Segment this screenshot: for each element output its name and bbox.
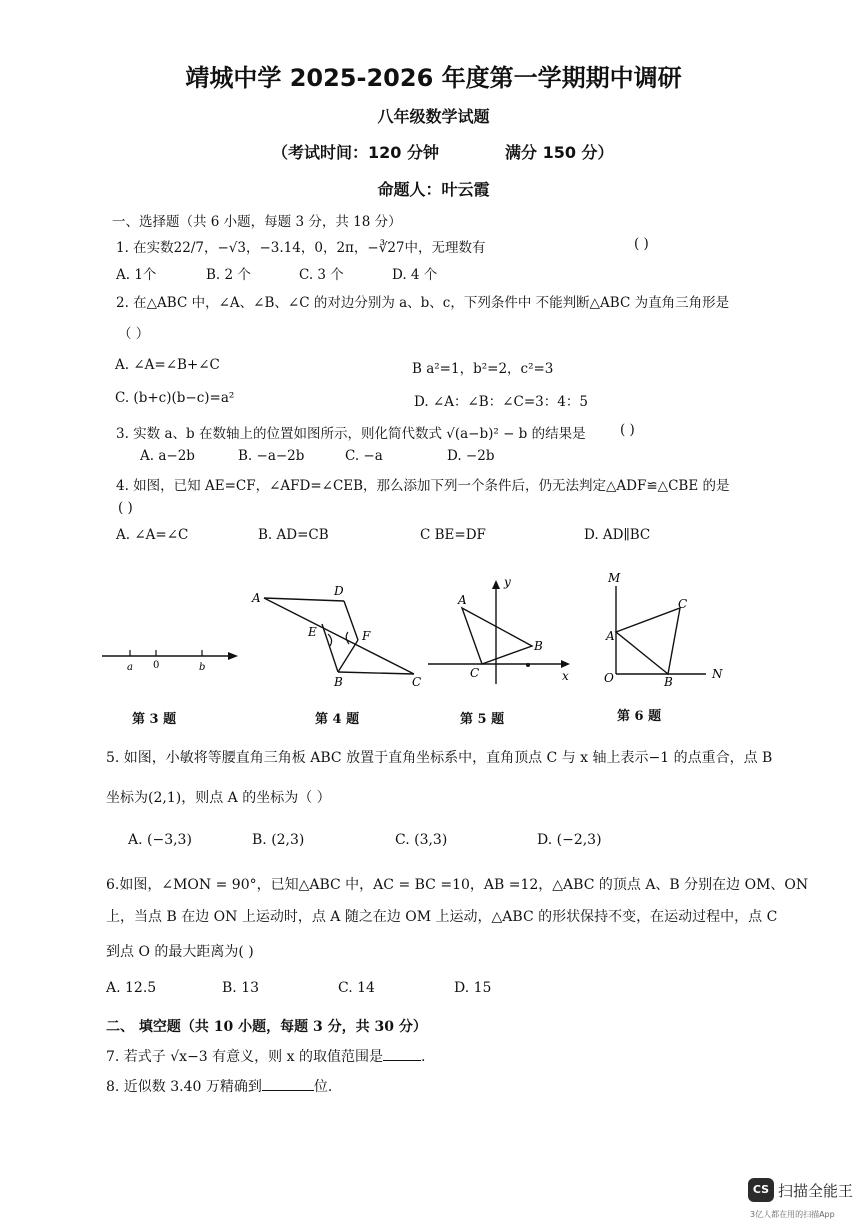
figure-4-geometry <box>248 582 428 690</box>
fig3-label-a: a <box>127 662 133 673</box>
section1-heading: 一、选择题（共 6 小题，每题 3 分，共 18 分） <box>112 214 402 230</box>
q1-text: 1. 在实数22/7，−√3，−3.14，0，2π，−∛27中，无理数有 <box>116 240 486 256</box>
figure-6-geometry <box>598 570 736 690</box>
fig5-label-a: A <box>458 593 467 607</box>
figure-3-number-line <box>98 640 243 680</box>
q5-option-a: A. (−3,3) <box>128 832 192 848</box>
q2-option-b: B a²=1，b²=2，c²=3 <box>412 361 554 377</box>
caption-fig4: 第 4 题 <box>315 712 360 727</box>
q4-paren: ( ) <box>118 500 133 516</box>
fig6-label-a: A <box>606 629 615 643</box>
q1-paren: ( ) <box>634 236 649 252</box>
fig4-label-e: E <box>308 625 317 639</box>
q6-option-a: A. 12.5 <box>106 980 157 996</box>
fig5-label-x: x <box>562 669 569 683</box>
q2-text: 2. 在△ABC 中，∠A、∠B、∠C 的对边分别为 a、b、c，下列条件中 不能判断△ABC 为直角三角形是 <box>116 295 730 311</box>
exam-score: 满分 150 分） <box>505 143 614 162</box>
caption-fig3: 第 3 题 <box>132 712 177 727</box>
q3-option-a: A. a−2b <box>140 448 195 464</box>
q4-option-b: B. AD=CB <box>258 527 329 543</box>
q2-option-a: A. ∠A=∠B+∠C <box>115 357 220 373</box>
q8-text: 8. 近似数 3.40 万精确到 <box>106 1079 262 1095</box>
q6-text-3: 到点 O 的最大距离为( ) <box>106 944 254 960</box>
q6-option-b: B. 13 <box>222 980 260 996</box>
exam-author: 命题人：叶云霞 <box>377 180 490 199</box>
fig6-label-m: M <box>608 571 621 585</box>
q4-option-a: A. ∠A=∠C <box>116 527 189 543</box>
q6-option-c: C. 14 <box>338 980 375 996</box>
fig6-label-b: B <box>664 675 673 689</box>
q8-suffix: 位. <box>313 1079 333 1095</box>
q3-paren: ( ) <box>620 422 635 438</box>
q1-option-d: D. 4 个 <box>392 267 438 283</box>
scanner-badge <box>748 1178 860 1223</box>
fig3-label-b: b <box>199 662 206 673</box>
q2-option-d: D. ∠A：∠B：∠C=3：4：5 <box>414 394 588 410</box>
q6-text-2: 上，当点 B 在边 ON 上运动时，点 A 随之在边 OM 上运动，△ABC 的形状保持不变，在运动过程中，点 C <box>106 909 778 925</box>
caption-fig6: 第 6 题 <box>617 709 662 724</box>
fig4-label-a: A <box>252 591 261 605</box>
caption-fig5: 第 5 题 <box>460 712 505 727</box>
q4-option-d: D. AD∥BC <box>584 527 651 543</box>
q3-option-d: D. −2b <box>447 448 495 464</box>
q5-text-2: 坐标为(2,1)，则点 A 的坐标为（ ） <box>106 790 331 806</box>
fig5-label-b: B <box>534 639 543 653</box>
fig5-label-c: C <box>470 666 480 680</box>
section2-heading: 二、 填空题（共 10 小题，每题 3 分，共 30 分） <box>106 1019 427 1035</box>
exam-subtitle: 八年级数学试题 <box>377 107 490 126</box>
q5-option-c: C. (3,3) <box>395 832 448 848</box>
q3-option-c: C. −a <box>345 448 383 464</box>
q6-option-d: D. 15 <box>454 980 492 996</box>
figure-5-coordinate <box>424 572 576 690</box>
q2-paren: （ ） <box>118 326 150 342</box>
q7-text: 7. 若式子 √x−3 有意义，则 x 的取值范围是 <box>106 1049 383 1065</box>
exam-title: 靖城中学 2025-2026 年度第一学期期中调研 <box>185 64 682 92</box>
fig4-label-c: C <box>412 675 422 689</box>
q5-option-d: D. (−2,3) <box>537 832 602 848</box>
q3-text: 3. 实数 a、b 在数轴上的位置如图所示，则化简代数式 √(a−b)² − b 的结果是 <box>116 426 586 442</box>
q4-text: 4. 如图，已知 AE=CF，∠AFD=∠CEB，那么添加下列一个条件后，仍无法判定△ADF≌△CBE 的是 <box>116 478 730 494</box>
scanner-app-name: 扫描全能王 <box>778 1182 854 1200</box>
q5-text: 5. 如图，小敏将等腰直角三角板 ABC 放置于直角坐标系中，直角顶点 C 与 x 轴上表示−1 的点重合，点 B <box>106 750 773 766</box>
q2-option-c: C. (b+c)(b−c)=a² <box>115 390 235 406</box>
q1-option-a: A. 1个 <box>116 267 157 283</box>
q8-line <box>106 1076 332 1096</box>
q1-option-c: C. 3 个 <box>299 267 344 283</box>
q7-period: . <box>420 1049 426 1065</box>
fig5-label-y: y <box>504 575 511 589</box>
q6-text: 6.如图，∠MON = 90°，已知△ABC 中，AC = BC =10，AB =12，△ABC 的顶点 A、B 分别在边 OM、ON <box>106 877 809 893</box>
q3-option-b: B. −a−2b <box>238 448 305 464</box>
q7-line <box>106 1046 425 1066</box>
scanner-slogan: 3亿人都在用的扫描App <box>750 1210 835 1219</box>
fig3-label-0: 0 <box>153 660 160 671</box>
camscanner-logo-icon: CS <box>748 1178 774 1202</box>
q4-option-c: C BE=DF <box>420 527 486 543</box>
exam-time: （考试时间：120 分钟 <box>272 143 439 162</box>
q1-option-b: B. 2 个 <box>206 267 251 283</box>
fig6-label-o: O <box>604 671 614 685</box>
q5-option-b: B. (2,3) <box>252 832 305 848</box>
fig6-label-n: N <box>712 667 723 681</box>
fig4-label-d: D <box>334 584 344 598</box>
q7-answer-blank[interactable] <box>383 1060 421 1061</box>
fig4-label-f: F <box>362 629 371 643</box>
q8-answer-blank[interactable] <box>262 1090 314 1091</box>
fig4-label-b: B <box>334 675 343 689</box>
fig6-label-c: C <box>678 597 688 611</box>
